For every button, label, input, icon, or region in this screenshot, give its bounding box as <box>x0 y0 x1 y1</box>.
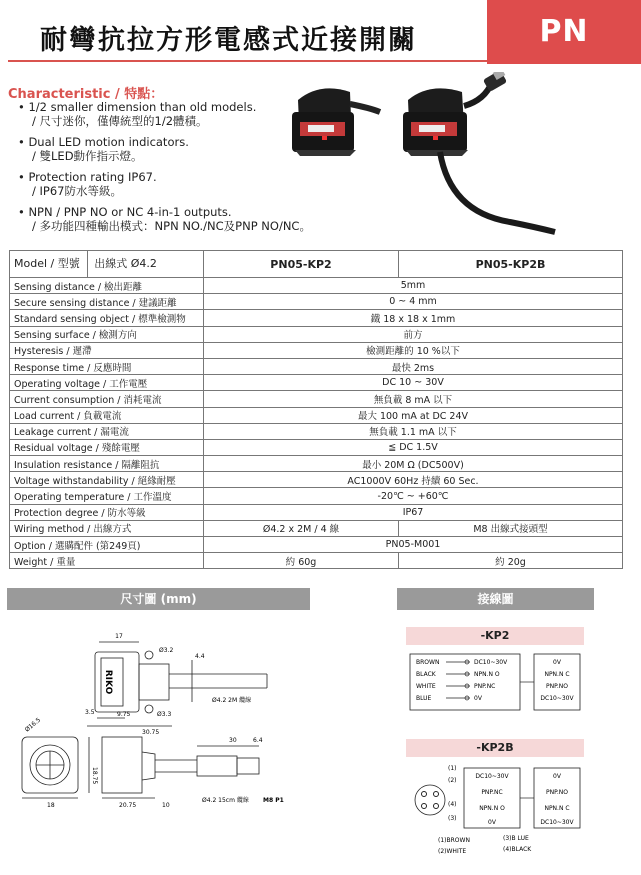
dim-35: 3.5 <box>85 709 95 716</box>
row-value: 約 20g <box>399 553 623 569</box>
dim-2075: 20.75 <box>119 802 137 809</box>
legend-item: (4)BLACK <box>503 846 532 853</box>
row-value: IP67 <box>204 504 623 520</box>
cable-label-1: Ø4.2 2M 纜線 <box>212 697 252 704</box>
pin-function: 0V <box>488 819 496 826</box>
row-label: Standard sensing object / 標準檢測物 <box>10 310 204 326</box>
row-value: 最大 100 mA at DC 24V <box>204 407 623 423</box>
feature-zh: / IP67防水等級。 <box>32 184 122 198</box>
table-row <box>10 439 623 455</box>
kp2-wiring-title: -KP2 <box>406 627 584 645</box>
table-row <box>10 520 623 536</box>
row-label: Sensing surface / 檢測方向 <box>10 326 204 342</box>
row-value: 檢測距離的 10 %以下 <box>204 342 623 358</box>
feature-zh: / 多功能四種輸出模式：NPN NO./NC及PNP NO/NC。 <box>32 219 311 233</box>
dim-975: 9.75 <box>117 711 131 718</box>
table-row <box>10 294 623 310</box>
wire-label: 出線式 Ø4.2 <box>87 251 157 277</box>
feature-item <box>14 100 311 128</box>
row-value: 鐵 18 x 18 x 1mm <box>204 310 623 326</box>
table-row <box>10 342 623 358</box>
pin-label: (2) <box>448 777 457 784</box>
pin-function: DC10~30V <box>475 773 509 780</box>
table-row <box>10 358 623 374</box>
dim-44: 4.4 <box>195 653 205 660</box>
table-row <box>10 423 623 439</box>
row-label: Response time / 反應時間 <box>10 358 204 374</box>
cable-label-2: Ø4.2 15cm 纜線 <box>202 797 249 804</box>
row-value: ≦ DC 1.5V <box>204 439 623 455</box>
kp2b-wiring-diagram <box>408 760 584 860</box>
row-value: -20℃ ~ +60℃ <box>204 488 623 504</box>
dim-64: 6.4 <box>253 737 263 744</box>
model-tag: PN <box>487 0 641 64</box>
dim-165: Ø16.5 <box>23 716 43 734</box>
wire-color: BLUE <box>416 695 432 702</box>
feature-list <box>14 100 311 240</box>
feature-en: • Protection rating IP67. <box>18 170 157 184</box>
side-view-drawing <box>102 737 259 798</box>
feature-en: • 1/2 smaller dimension than old models. <box>18 100 257 114</box>
feature-en: • Dual LED motion indicators. <box>18 135 189 149</box>
page-title: 耐彎抗拉方形電感式近接開關 <box>40 25 417 56</box>
row-value: PN05-M001 <box>204 537 623 553</box>
legend-item: (3)B LUE <box>503 835 529 842</box>
feature-zh: / 雙LED動作指示燈。 <box>32 149 143 163</box>
sensor-photo-kp2 <box>292 88 380 156</box>
row-label: Operating temperature / 工作溫度 <box>10 488 204 504</box>
table-row <box>10 278 623 294</box>
model-kp2: PN05-KP2 <box>204 251 399 278</box>
dim-18: 18 <box>47 802 55 809</box>
dimension-section-bar: 尺寸圖 (mm) <box>7 588 310 610</box>
wire-color: BLACK <box>416 671 436 678</box>
row-value: Ø4.2 x 2M / 4 線 <box>204 520 399 536</box>
top-view-drawing <box>87 642 267 726</box>
table-row <box>10 407 623 423</box>
alt-function: DC10~30V <box>540 695 574 702</box>
table-row <box>10 504 623 520</box>
table-row <box>10 456 623 472</box>
wire-function: 0V <box>474 695 482 702</box>
table-row <box>10 375 623 391</box>
row-label: Sensing distance / 檢出距離 <box>10 278 204 294</box>
table-row <box>10 537 623 553</box>
row-value: 無負載 8 mA 以下 <box>204 391 623 407</box>
feature-item <box>14 135 311 163</box>
dim-1875: 18.75 <box>91 767 98 785</box>
spec-header-row <box>10 251 623 278</box>
legend-item: (2)WHITE <box>438 848 467 855</box>
table-row <box>10 472 623 488</box>
table-row <box>10 326 623 342</box>
row-value: DC 10 ~ 30V <box>204 375 623 391</box>
table-row <box>10 391 623 407</box>
product-photos <box>270 72 640 237</box>
row-label: Option / 選購配件 (第249頁) <box>10 537 204 553</box>
row-label: Load current / 負載電流 <box>10 407 204 423</box>
wire-function: DC10~30V <box>474 659 508 666</box>
row-value: 0 ~ 4 mm <box>204 294 623 310</box>
dim-17: 17 <box>115 633 123 640</box>
row-label: Secure sensing distance / 建議距離 <box>10 294 204 310</box>
pin-label: (1) <box>448 765 457 772</box>
row-value: 5mm <box>204 278 623 294</box>
row-value: 約 60g <box>204 553 399 569</box>
row-value: 最小 20M Ω (DC500V) <box>204 456 623 472</box>
row-label: Protection degree / 防水等級 <box>10 504 204 520</box>
row-label: Weight / 重量 <box>10 553 204 569</box>
row-value: 最快 2ms <box>204 358 623 374</box>
row-label: Leakage current / 漏電流 <box>10 423 204 439</box>
alt-function: NPN.N C <box>544 671 570 678</box>
alt-function: PNP.NO <box>546 789 568 796</box>
alt-function: 0V <box>553 659 561 666</box>
alt-function: PNP.NO <box>546 683 568 690</box>
table-row <box>10 553 623 569</box>
feature-zh: / 尺寸迷你，僅傳統型的1/2體積。 <box>32 114 208 128</box>
table-row <box>10 488 623 504</box>
wiring-section-bar: 接線圖 <box>397 588 594 610</box>
dim-32: Ø3.2 <box>159 647 174 654</box>
spec-table <box>9 250 623 569</box>
pin-label: (4) <box>448 801 457 808</box>
row-label: Operating voltage / 工作電壓 <box>10 375 204 391</box>
pin-function: NPN.N O <box>479 805 505 812</box>
pin-function: PNP.NC <box>481 789 503 796</box>
kp2-wiring-diagram <box>408 650 584 712</box>
alt-function: NPN.N C <box>544 805 570 812</box>
sensor-photo-kp2b <box>403 72 555 232</box>
alt-function: 0V <box>553 773 561 780</box>
kp2b-wiring-title: -KP2B <box>406 739 584 757</box>
feature-en: • NPN / PNP NO or NC 4-in-1 outputs. <box>18 205 232 219</box>
brand-label: RIKO <box>103 669 113 695</box>
table-row <box>10 310 623 326</box>
dim-33: Ø3.3 <box>157 711 172 718</box>
dim-3075: 30.75 <box>142 729 160 736</box>
pin-label: (3) <box>448 815 457 822</box>
row-label: Hysteresis / 遲滯 <box>10 342 204 358</box>
model-header <box>10 251 204 278</box>
wire-color: BROWN <box>416 659 440 666</box>
feature-item <box>14 170 311 198</box>
characteristic-title: Characteristic / 特點： <box>8 87 164 102</box>
row-label: Wiring method / 出線方式 <box>10 520 204 536</box>
wire-function: PNP.NC <box>474 683 496 690</box>
model-kp2b: PN05-KP2B <box>399 251 623 278</box>
feature-item <box>14 205 311 233</box>
row-value: M8 出線式接頭型 <box>399 520 623 536</box>
row-label: Current consumption / 消耗電流 <box>10 391 204 407</box>
row-value: 前方 <box>204 326 623 342</box>
connector-label: M8 P1 <box>263 797 284 804</box>
model-label: Model / 型號 <box>14 257 80 270</box>
wire-function: NPN.N O <box>474 671 500 678</box>
dimension-drawing <box>7 622 337 867</box>
alt-function: DC10~30V <box>540 819 574 826</box>
title-underline <box>8 60 490 62</box>
dim-10: 10 <box>162 802 170 809</box>
wire-color: WHITE <box>416 683 436 690</box>
row-label: Voltage withstandability / 絕緣耐壓 <box>10 472 204 488</box>
row-label: Residual voltage / 殘餘電壓 <box>10 439 204 455</box>
row-value: AC1000V 60Hz 持續 60 Sec. <box>204 472 623 488</box>
legend-item: (1)BROWN <box>438 837 470 844</box>
dim-30: 30 <box>229 737 237 744</box>
front-view-drawing <box>22 737 89 798</box>
row-label: Insulation resistance / 隔離阻抗 <box>10 456 204 472</box>
header <box>0 0 641 68</box>
row-value: 無負載 1.1 mA 以下 <box>204 423 623 439</box>
